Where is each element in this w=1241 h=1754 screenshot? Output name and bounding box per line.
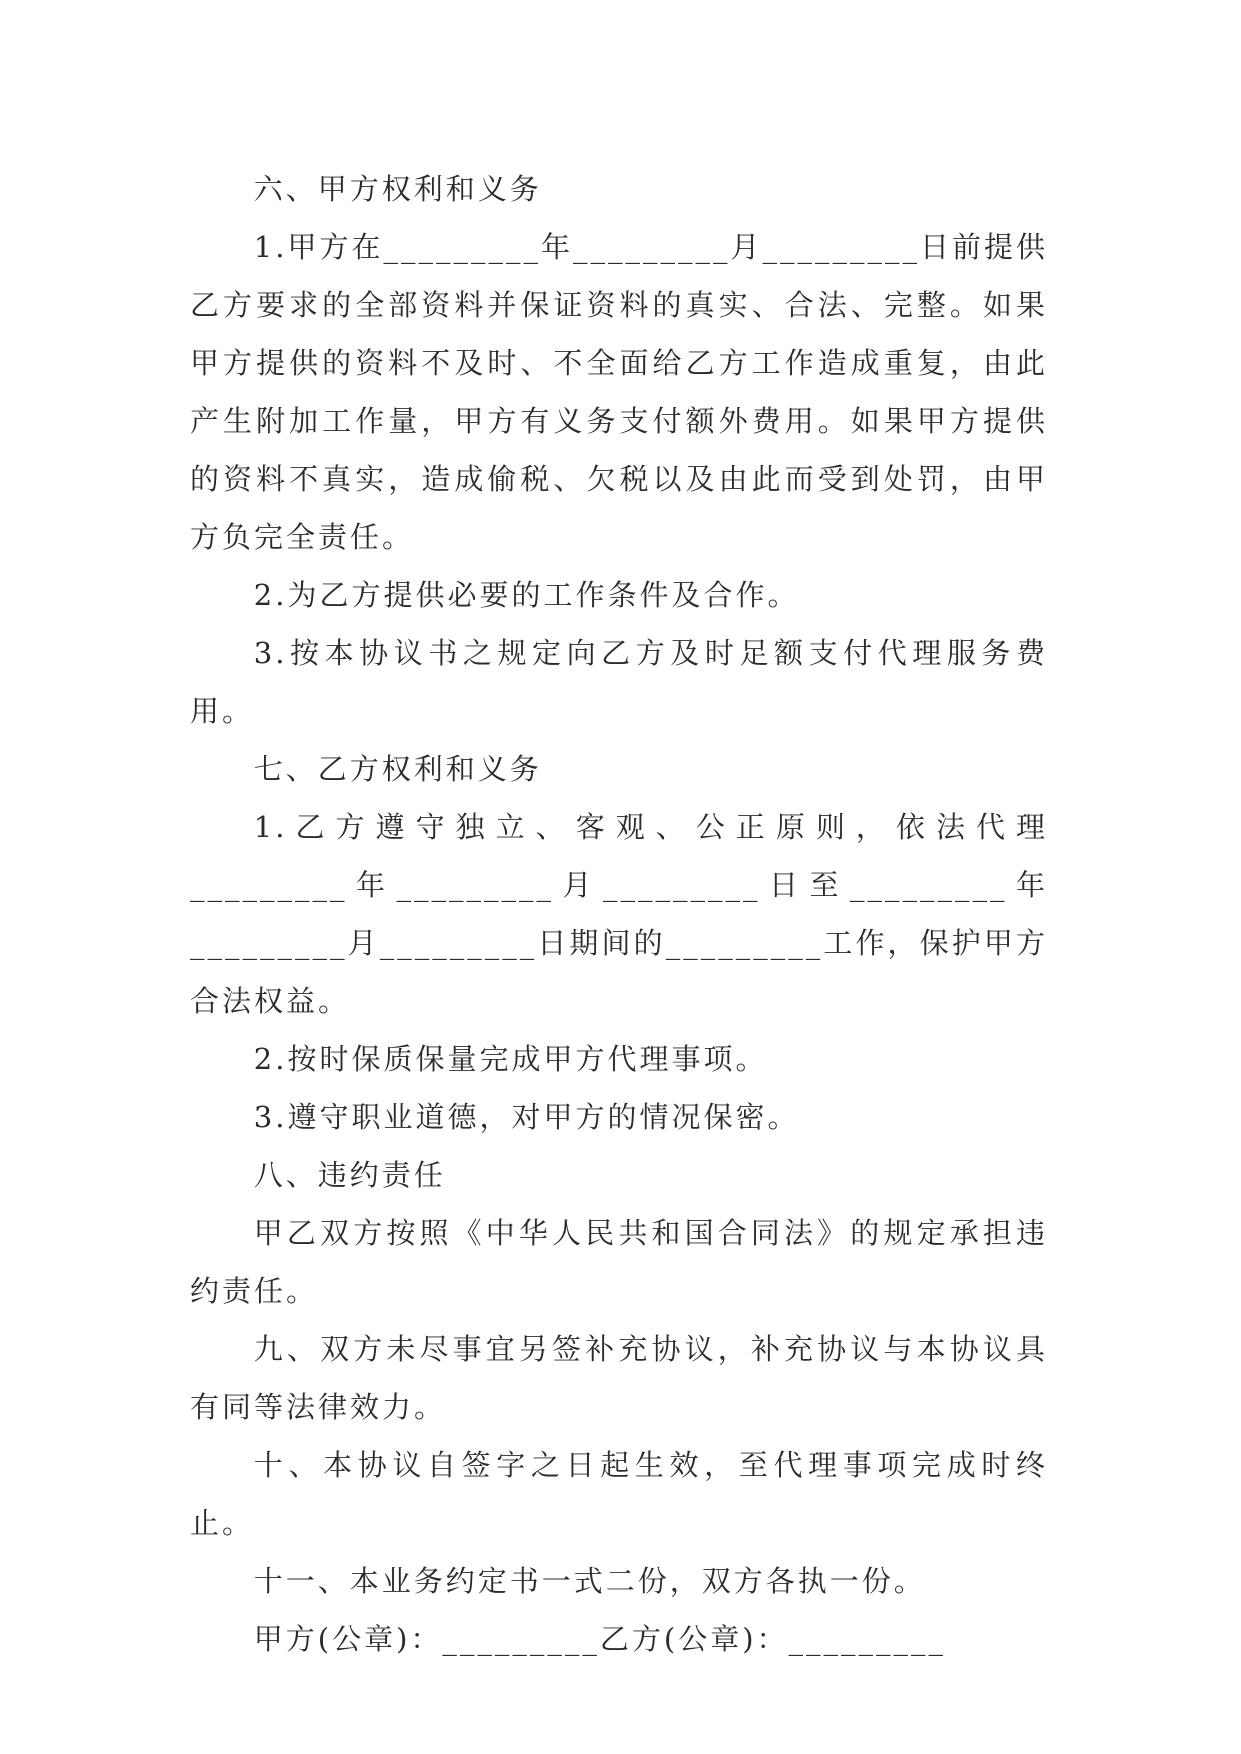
signature-line: 甲方(公章)：_________乙方(公章)：_________ bbox=[253, 1622, 947, 1656]
section-heading-party-b-rights: 七、乙方权利和义务 bbox=[253, 752, 542, 786]
paragraph-effective-term: 十、本协议自签字之日起生效，至代理事项完成时终止。 bbox=[190, 1448, 1048, 1540]
paragraph-party-b-clause-3: 3.遵守职业道德，对甲方的情况保密。 bbox=[253, 1100, 800, 1134]
paragraph-copies: 十一、本业务约定书一式二份，双方各执一份。 bbox=[253, 1564, 926, 1598]
section-heading-party-a-rights: 六、甲方权利和义务 bbox=[253, 172, 542, 206]
section-heading-breach-liability: 八、违约责任 bbox=[253, 1158, 446, 1192]
paragraph-breach-liability: 甲乙双方按照《中华人民共和国合同法》的规定承担违约责任。 bbox=[190, 1216, 1048, 1308]
paragraph-party-a-clause-1: 1.甲方在_________年_________月_________日前提供乙方要求的全部资料并保证资料的真实、合法、完整。如果甲方提供的资料不及时、不全面给乙方工作造成重复，由此产生附加工作量，甲方有义务支付额外费用。如果甲方提供的资料不真实，造成偷税、欠税以及由此而受到处罚，由甲方负完全责任。 bbox=[190, 230, 1048, 554]
paragraph-supplementary-agreement: 九、双方未尽事宜另签补充协议，补充协议与本协议具有同等法律效力。 bbox=[190, 1332, 1048, 1424]
paragraph-party-b-clause-2: 2.按时保质保量完成甲方代理事项。 bbox=[253, 1042, 768, 1076]
paragraph-party-a-clause-2: 2.为乙方提供必要的工作条件及合作。 bbox=[253, 578, 800, 612]
paragraph-party-a-clause-3: 3.按本协议书之规定向乙方及时足额支付代理服务费用。 bbox=[190, 636, 1048, 728]
document-body bbox=[190, 160, 1048, 1668]
paragraph-party-b-clause-1: 1.乙方遵守独立、客观、公正原则，依法代理_________年_________月_________日至_________年_________月_________日期间的_________工作，保护甲方合法权益。 bbox=[190, 810, 1048, 1018]
